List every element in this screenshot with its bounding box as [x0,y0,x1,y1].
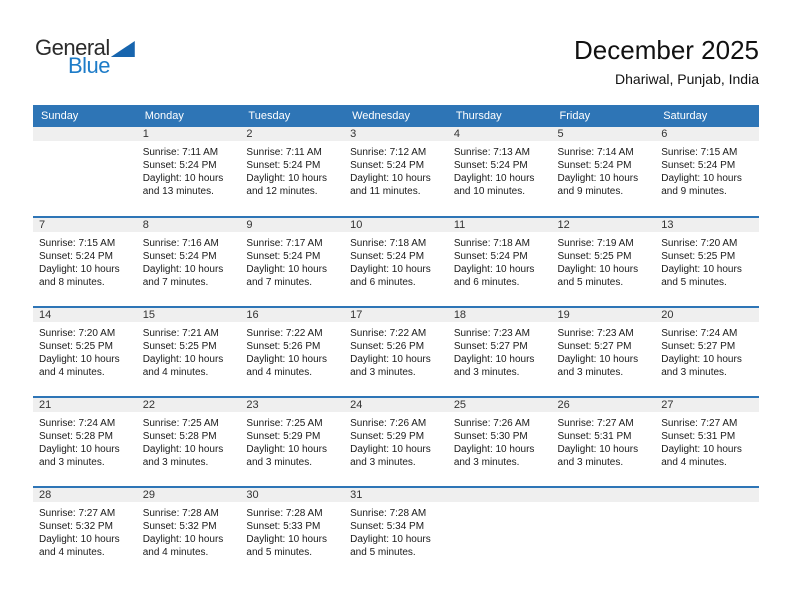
day-number: 16 [240,308,344,322]
sunset-text: Sunset: 5:30 PM [453,431,528,442]
sunrise-text: Sunrise: 7:16 AM [142,238,219,249]
sunrise-text: Sunrise: 7:26 AM [350,418,427,429]
day-number: 7 [33,218,137,232]
daylight-text-line1: Daylight: 10 hours [142,264,224,275]
sunset-text: Sunset: 5:24 PM [142,251,217,262]
day-number: 1 [137,127,241,141]
day-number: 5 [552,127,656,141]
sunset-text: Sunset: 5:27 PM [453,341,528,352]
day-number: 4 [448,127,552,141]
day-details [655,502,759,507]
daylight-text-line1: Daylight: 10 hours [453,264,535,275]
daylight-text-line2: and 3 minutes. [39,457,105,468]
daylight-text-line2: and 4 minutes. [142,547,209,558]
day-details [552,502,656,507]
day-number [655,488,759,502]
daylight-text-line2: and 3 minutes. [350,367,416,378]
sunset-text: Sunset: 5:24 PM [39,251,113,262]
logo-text-general: General [35,35,110,60]
day-number: 24 [344,398,448,412]
sunrise-text: Sunrise: 7:14 AM [557,147,634,158]
day-cell [344,127,448,217]
sunset-text: Sunset: 5:34 PM [350,521,425,532]
day-number: 29 [137,488,241,502]
daylight-text-line1: Daylight: 10 hours [453,354,535,365]
day-number: 30 [240,488,344,502]
daylight-text-line2: and 3 minutes. [557,457,624,468]
day-number: 27 [655,398,759,412]
day-details [448,502,552,507]
week-row [33,307,759,397]
sunset-text: Sunset: 5:25 PM [557,251,632,262]
daylight-text-line2: and 4 minutes. [39,547,105,558]
day-details [344,502,448,559]
daylight-text-line2: and 5 minutes. [557,277,624,288]
weekday-header-row [33,105,759,127]
day-details [137,141,241,198]
calendar-table [33,105,759,577]
day-number: 14 [33,308,137,322]
day-cell [240,127,344,217]
logo-text-blue: Blue [68,53,111,78]
day-details [33,412,137,469]
day-number: 28 [33,488,137,502]
sunrise-text: Sunrise: 7:17 AM [246,238,323,249]
sunrise-text: Sunrise: 7:27 AM [557,418,634,429]
daylight-text-line2: and 4 minutes. [246,367,313,378]
day-details [344,412,448,469]
day-number: 9 [240,218,344,232]
day-number: 20 [655,308,759,322]
day-details [655,232,759,289]
sunrise-text: Sunrise: 7:19 AM [557,238,634,249]
daylight-text-line1: Daylight: 10 hours [453,444,535,455]
daylight-text-line2: and 5 minutes. [350,547,416,558]
sunset-text: Sunset: 5:28 PM [39,431,113,442]
day-details [137,502,241,559]
sunrise-text: Sunrise: 7:25 AM [246,418,323,429]
daylight-text-line1: Daylight: 10 hours [142,173,224,184]
weekday-header-monday: Monday [137,105,241,127]
sunset-text: Sunset: 5:25 PM [661,251,736,262]
day-cell [552,127,656,217]
day-number: 21 [33,398,137,412]
day-number: 12 [552,218,656,232]
sunset-text: Sunset: 5:24 PM [246,251,321,262]
day-cell [448,307,552,397]
day-cell [448,127,552,217]
empty-day-cell [448,487,552,577]
day-cell [448,217,552,307]
sunrise-text: Sunrise: 7:20 AM [661,238,738,249]
day-number [552,488,656,502]
sunrise-text: Sunrise: 7:27 AM [661,418,738,429]
sunrise-text: Sunrise: 7:26 AM [453,418,530,429]
sunrise-text: Sunrise: 7:21 AM [142,328,219,339]
daylight-text-line1: Daylight: 10 hours [350,173,431,184]
day-cell [137,397,241,487]
daylight-text-line1: Daylight: 10 hours [142,354,224,365]
day-cell [33,487,137,577]
calendar-body [33,127,759,577]
daylight-text-line2: and 6 minutes. [453,277,520,288]
weekday-header-tuesday: Tuesday [240,105,344,127]
weekday-header-sunday: Sunday [33,105,137,127]
sunrise-text: Sunrise: 7:12 AM [350,147,427,158]
day-cell [344,307,448,397]
day-details [448,412,552,469]
general-blue-logo [35,37,135,76]
day-number: 10 [344,218,448,232]
sunset-text: Sunset: 5:31 PM [557,431,632,442]
daylight-text-line2: and 9 minutes. [557,186,624,197]
sunrise-text: Sunrise: 7:24 AM [661,328,738,339]
daylight-text-line1: Daylight: 10 hours [39,444,120,455]
daylight-text-line2: and 3 minutes. [350,457,416,468]
daylight-text-line1: Daylight: 10 hours [557,173,639,184]
day-cell [552,397,656,487]
day-cell [552,307,656,397]
day-cell [137,487,241,577]
daylight-text-line1: Daylight: 10 hours [661,173,742,184]
sunrise-text: Sunrise: 7:11 AM [142,147,219,158]
sunrise-text: Sunrise: 7:15 AM [39,238,116,249]
day-number: 8 [137,218,241,232]
daylight-text-line1: Daylight: 10 hours [453,173,535,184]
day-details [552,322,656,379]
daylight-text-line2: and 7 minutes. [142,277,209,288]
day-cell [240,487,344,577]
daylight-text-line1: Daylight: 10 hours [246,264,328,275]
sunset-text: Sunset: 5:24 PM [453,251,528,262]
daylight-text-line1: Daylight: 10 hours [142,534,224,545]
daylight-text-line1: Daylight: 10 hours [39,354,120,365]
day-number [448,488,552,502]
sunset-text: Sunset: 5:25 PM [39,341,113,352]
day-number: 11 [448,218,552,232]
day-cell [655,397,759,487]
day-details [448,232,552,289]
sunset-text: Sunset: 5:24 PM [661,160,736,171]
day-details [655,412,759,469]
day-details [448,141,552,198]
sunset-text: Sunset: 5:24 PM [453,160,528,171]
day-cell [344,397,448,487]
day-number: 15 [137,308,241,322]
sunrise-text: Sunrise: 7:22 AM [350,328,427,339]
day-cell [344,487,448,577]
sunset-text: Sunset: 5:24 PM [350,160,425,171]
day-details [240,322,344,379]
daylight-text-line2: and 13 minutes. [142,186,214,197]
sunrise-text: Sunrise: 7:18 AM [453,238,530,249]
page-title: December 2025 [574,35,759,65]
sunset-text: Sunset: 5:27 PM [661,341,736,352]
day-cell [552,217,656,307]
day-details [33,232,137,289]
logo-triangle-icon [111,41,135,57]
day-details [33,322,137,379]
empty-day-cell [33,127,137,217]
day-details [137,232,241,289]
daylight-text-line2: and 3 minutes. [557,367,624,378]
daylight-text-line2: and 6 minutes. [350,277,416,288]
daylight-text-line2: and 11 minutes. [350,186,421,197]
daylight-text-line1: Daylight: 10 hours [246,173,328,184]
sunrise-text: Sunrise: 7:22 AM [246,328,323,339]
daylight-text-line2: and 4 minutes. [142,367,209,378]
day-cell [240,217,344,307]
day-number: 25 [448,398,552,412]
day-cell [344,217,448,307]
day-number: 23 [240,398,344,412]
day-number: 17 [344,308,448,322]
daylight-text-line2: and 8 minutes. [39,277,105,288]
sunset-text: Sunset: 5:25 PM [142,341,217,352]
sunset-text: Sunset: 5:32 PM [142,521,217,532]
daylight-text-line1: Daylight: 10 hours [142,444,224,455]
daylight-text-line2: and 12 minutes. [246,186,318,197]
day-details [552,141,656,198]
daylight-text-line1: Daylight: 10 hours [39,264,120,275]
page-subtitle: Dhariwal, Punjab, India [615,71,759,87]
daylight-text-line2: and 3 minutes. [142,457,209,468]
day-cell [240,397,344,487]
daylight-text-line2: and 5 minutes. [661,277,727,288]
sunrise-text: Sunrise: 7:18 AM [350,238,427,249]
daylight-text-line1: Daylight: 10 hours [557,354,639,365]
day-cell [655,307,759,397]
daylight-text-line1: Daylight: 10 hours [246,534,328,545]
day-number: 22 [137,398,241,412]
title-block [574,36,759,87]
day-cell [137,217,241,307]
day-cell [448,397,552,487]
daylight-text-line2: and 5 minutes. [246,547,313,558]
sunset-text: Sunset: 5:24 PM [350,251,425,262]
sunset-text: Sunset: 5:33 PM [246,521,321,532]
day-details [655,322,759,379]
daylight-text-line1: Daylight: 10 hours [350,534,431,545]
day-details [448,322,552,379]
day-cell [137,127,241,217]
daylight-text-line1: Daylight: 10 hours [350,264,431,275]
day-details [240,502,344,559]
day-cell [33,217,137,307]
sunrise-text: Sunrise: 7:28 AM [246,508,323,519]
day-details [33,141,137,146]
day-number: 2 [240,127,344,141]
day-details [655,141,759,198]
sunrise-text: Sunrise: 7:28 AM [350,508,427,519]
calendar-header [33,105,759,127]
day-number: 3 [344,127,448,141]
daylight-text-line2: and 7 minutes. [246,277,313,288]
day-cell [33,397,137,487]
weekday-header-saturday: Saturday [655,105,759,127]
day-number: 19 [552,308,656,322]
weekday-header-friday: Friday [552,105,656,127]
day-number: 31 [344,488,448,502]
day-details [344,141,448,198]
day-number: 6 [655,127,759,141]
week-row [33,397,759,487]
sunset-text: Sunset: 5:28 PM [142,431,217,442]
day-details [552,412,656,469]
day-details [344,322,448,379]
day-details [552,232,656,289]
day-number: 26 [552,398,656,412]
empty-day-cell [655,487,759,577]
daylight-text-line1: Daylight: 10 hours [39,534,120,545]
daylight-text-line2: and 3 minutes. [661,367,727,378]
sunset-text: Sunset: 5:32 PM [39,521,113,532]
sunrise-text: Sunrise: 7:13 AM [453,147,530,158]
empty-day-cell [552,487,656,577]
day-number [33,127,137,141]
day-cell [33,307,137,397]
sunset-text: Sunset: 5:26 PM [350,341,425,352]
daylight-text-line1: Daylight: 10 hours [661,444,742,455]
sunrise-text: Sunrise: 7:15 AM [661,147,738,158]
daylight-text-line1: Daylight: 10 hours [350,354,431,365]
daylight-text-line1: Daylight: 10 hours [246,354,328,365]
daylight-text-line1: Daylight: 10 hours [557,444,639,455]
sunrise-text: Sunrise: 7:27 AM [39,508,116,519]
sunrise-text: Sunrise: 7:23 AM [557,328,634,339]
sunrise-text: Sunrise: 7:23 AM [453,328,530,339]
daylight-text-line2: and 9 minutes. [661,186,727,197]
sunset-text: Sunset: 5:24 PM [246,160,321,171]
weekday-header-thursday: Thursday [448,105,552,127]
sunset-text: Sunset: 5:24 PM [557,160,632,171]
week-row [33,127,759,217]
weekday-header-wednesday: Wednesday [344,105,448,127]
daylight-text-line1: Daylight: 10 hours [350,444,431,455]
daylight-text-line1: Daylight: 10 hours [661,354,742,365]
sunset-text: Sunset: 5:29 PM [246,431,321,442]
day-cell [137,307,241,397]
daylight-text-line2: and 3 minutes. [246,457,313,468]
day-details [240,412,344,469]
daylight-text-line1: Daylight: 10 hours [661,264,742,275]
sunrise-text: Sunrise: 7:25 AM [142,418,219,429]
daylight-text-line2: and 4 minutes. [39,367,105,378]
day-details [240,232,344,289]
day-number: 18 [448,308,552,322]
sunset-text: Sunset: 5:31 PM [661,431,736,442]
day-details [240,141,344,198]
daylight-text-line2: and 10 minutes. [453,186,525,197]
sunset-text: Sunset: 5:27 PM [557,341,632,352]
sunrise-text: Sunrise: 7:20 AM [39,328,116,339]
daylight-text-line1: Daylight: 10 hours [557,264,639,275]
sunset-text: Sunset: 5:29 PM [350,431,425,442]
day-cell [655,217,759,307]
sunset-text: Sunset: 5:26 PM [246,341,321,352]
day-details [344,232,448,289]
sunset-text: Sunset: 5:24 PM [142,160,217,171]
week-row [33,217,759,307]
day-number: 13 [655,218,759,232]
day-details [137,412,241,469]
day-details [33,502,137,559]
daylight-text-line1: Daylight: 10 hours [246,444,328,455]
daylight-text-line2: and 4 minutes. [661,457,727,468]
sunrise-text: Sunrise: 7:11 AM [246,147,322,158]
daylight-text-line2: and 3 minutes. [453,457,520,468]
day-cell [655,127,759,217]
daylight-text-line2: and 3 minutes. [453,367,520,378]
week-row [33,487,759,577]
sunrise-text: Sunrise: 7:28 AM [142,508,219,519]
day-cell [240,307,344,397]
sunrise-text: Sunrise: 7:24 AM [39,418,116,429]
day-details [137,322,241,379]
